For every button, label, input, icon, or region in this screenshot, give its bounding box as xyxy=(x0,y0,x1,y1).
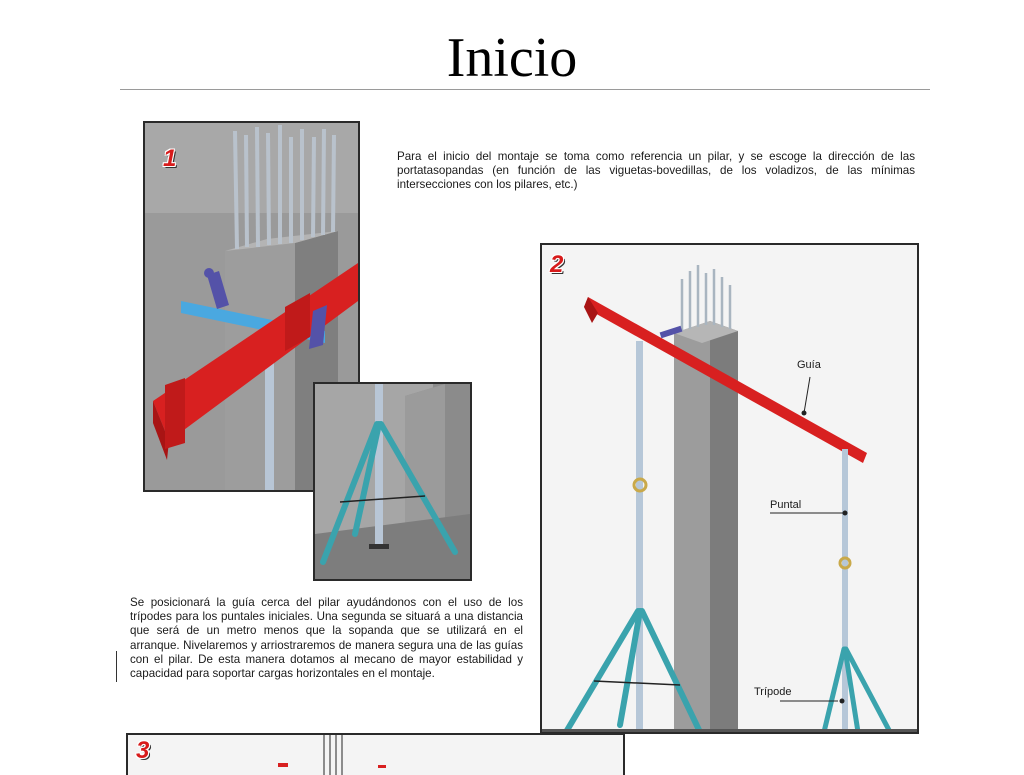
label-puntal: Puntal xyxy=(770,499,802,511)
label-guia: Guía xyxy=(797,359,821,371)
slide-title: Inicio xyxy=(446,27,578,89)
figure-3-panel xyxy=(126,733,625,775)
figure-2-illustration xyxy=(542,245,917,732)
body-paragraph: Se posicionará la guía cerca del pilar ayudándonos con el uso de los trípodes para los puntales iniciales. Una segunda se situará a una distancia que será de un metro menos que la sopanda que se utilizará en el arranque. Nivelaremos y arriostraremos de manera segura una de las guías con el pilar. De esta manera dotamos al mecano de mayor estabilidad y capacidad para soportar cargas horizontales en el montaje. xyxy=(130,596,523,681)
intro-paragraph: Para el inicio del montaje se toma como referencia un pilar, y se escoge la dirección de las portatasopandas (en función de las viguetas-bovedillas, de los voladizos, de las mínimas intersecciones con los pilares, etc.) xyxy=(397,150,915,192)
figure-3-number: 3 xyxy=(136,737,150,764)
title-underline xyxy=(120,89,930,90)
figure-1-number: 1 xyxy=(163,145,177,172)
label-tripode: Trípode xyxy=(754,686,792,698)
figure-1-inset-panel xyxy=(313,382,472,581)
figure-2-number: 2 xyxy=(550,251,564,278)
figure-3-illustration xyxy=(128,735,623,775)
figure-1-inset-illustration xyxy=(315,384,470,579)
text-margin-marker xyxy=(116,651,117,682)
figure-2-panel xyxy=(540,243,919,734)
